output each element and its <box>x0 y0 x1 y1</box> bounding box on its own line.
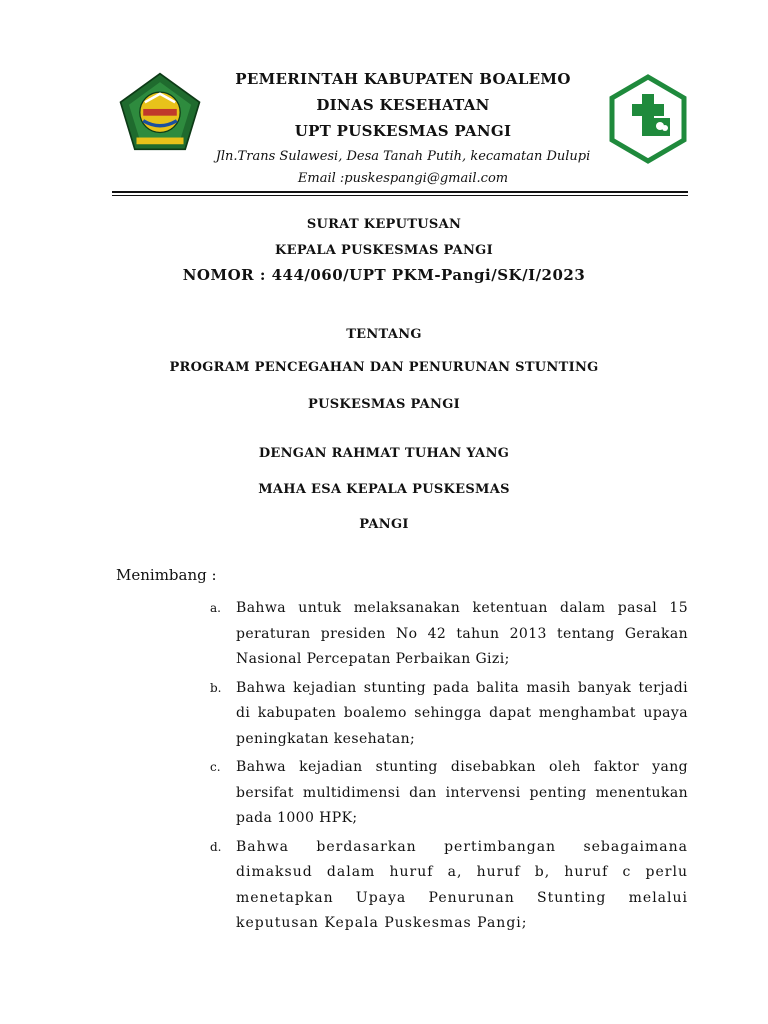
issuer: KEPALA PUSKESMAS PANGI <box>275 243 493 258</box>
document-number: NOMOR : 444/060/UPT PKM-Pangi/SK/I/2023 <box>182 266 586 284</box>
invocation-line-1: DENGAN RAHMAT TUHAN YANG <box>258 446 510 461</box>
email: Email :puskespangi@gmail.com <box>297 171 509 186</box>
header-rule-thick <box>112 191 688 193</box>
item-text: Bahwa untuk melaksanakan ketentuan dalam pasal 15 peraturan presiden No 42 tahun 2013 tentang Gerakan Nasional Percepatan Perbaikan Gizi; <box>236 600 688 667</box>
list-item <box>210 596 688 673</box>
puskesmas-logo <box>608 74 688 164</box>
boalemo-emblem-logo <box>118 72 202 156</box>
tentang-heading: TENTANG <box>346 327 422 342</box>
list-item <box>210 755 688 832</box>
subject-unit: PUSKESMAS PANGI <box>308 397 460 412</box>
subject-title: PROGRAM PENCEGAHAN DAN PENURUNAN STUNTING <box>169 360 599 375</box>
item-marker: d. <box>210 839 222 854</box>
government-name: PEMERINTAH KABUPATEN BOALEMO <box>235 70 571 88</box>
unit-name: UPT PUSKESMAS PANGI <box>294 122 512 140</box>
address: Jln.Trans Sulawesi, Desa Tanah Putih, kecamatan Dulupi <box>215 149 591 164</box>
list-item <box>210 676 688 753</box>
item-marker: a. <box>210 601 221 615</box>
item-text: Bahwa kejadian stunting pada balita masih banyak terjadi di kabupaten boalemo sehingga dapat menghambat upaya peningkatan kesehatan; <box>236 679 688 747</box>
letterhead <box>200 66 606 190</box>
header-rule-thin <box>112 195 688 196</box>
invocation-line-2: MAHA ESA KEPALA PUSKESMAS <box>258 482 510 497</box>
menimbang-label: Menimbang : <box>116 566 217 584</box>
invocation-line-3: PANGI <box>359 517 409 532</box>
item-text: Bahwa berdasarkan pertimbangan sebagaimana dimaksud dalam huruf a, huruf b, huruf c perlu menetapkan Upaya Penurunan Stunting melalui keputusan Kepala Puskesmas Pangi; <box>236 838 688 931</box>
considerations-list <box>210 596 688 940</box>
item-marker: b. <box>210 680 222 695</box>
list-item <box>210 835 688 937</box>
doc-type: SURAT KEPUTUSAN <box>306 217 462 232</box>
department-name: DINAS KESEHATAN <box>316 96 490 114</box>
item-marker: c. <box>210 760 221 774</box>
item-text: Bahwa kejadian stunting disebabkan oleh faktor yang bersifat multidimensi dan intervensi penting menentukan pada 1000 HPK; <box>236 759 688 826</box>
